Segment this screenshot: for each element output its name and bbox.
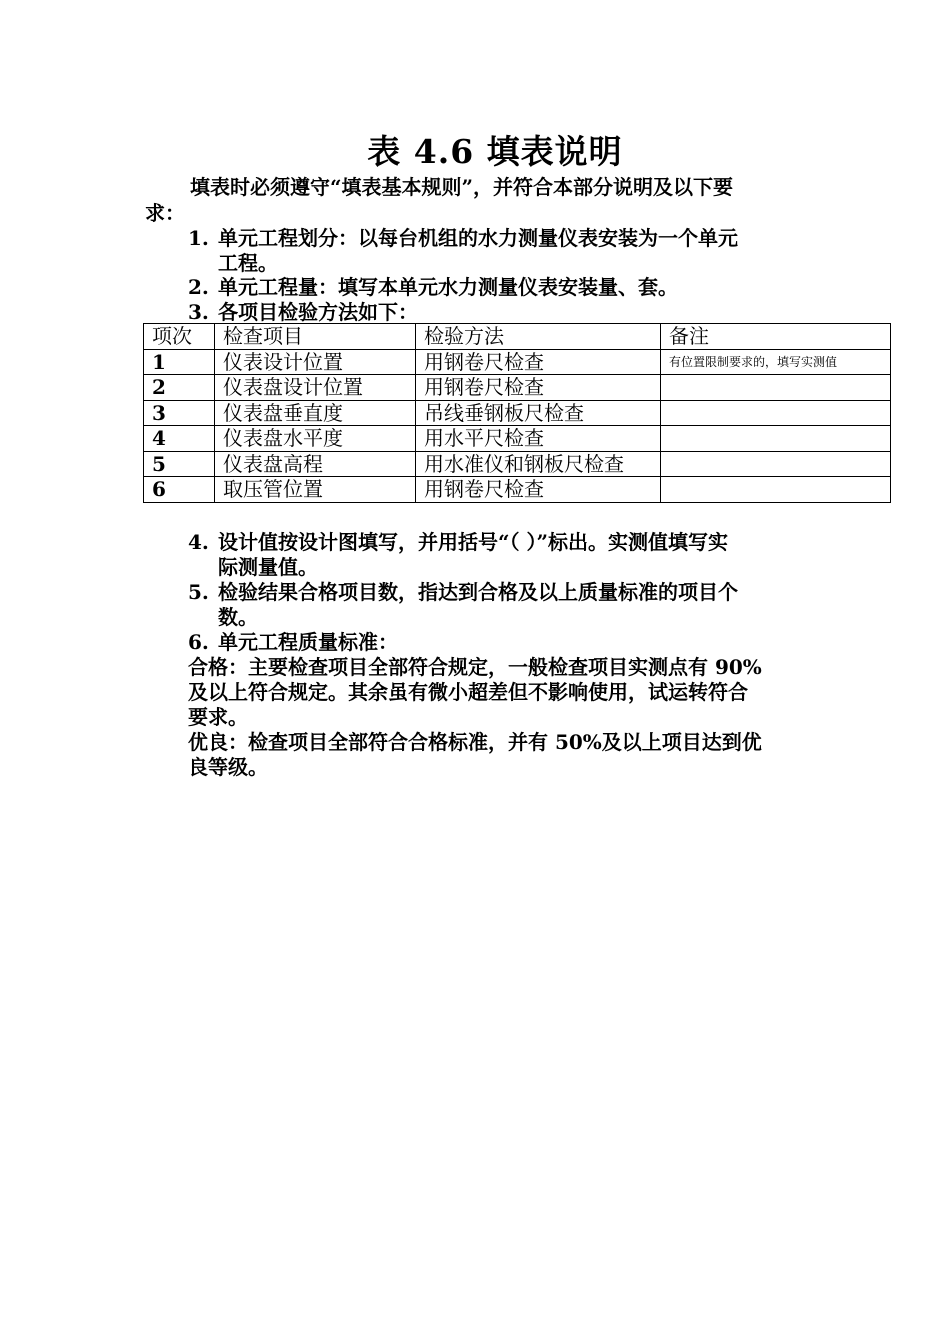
table-header-row (144, 324, 891, 350)
table-row (144, 477, 891, 503)
remark (661, 477, 891, 503)
item-text: 单元工程量：填写本单元水力测量仪表安装量、套。 (218, 275, 678, 299)
item-number: 6. (188, 630, 209, 654)
table-row (144, 349, 891, 375)
check-method: 用水平尺检查 (416, 426, 661, 452)
inspection-table (143, 323, 891, 503)
item-number: 3. (188, 300, 209, 324)
table-row (144, 451, 891, 477)
table-row (144, 375, 891, 401)
list-item (188, 529, 728, 555)
list-item (188, 225, 738, 251)
row-number: 5 (144, 451, 215, 477)
item-text: 单元工程质量标准： (218, 630, 398, 654)
header-cell: 备注 (661, 324, 891, 350)
row-number: 2 (144, 375, 215, 401)
row-number: 6 (144, 477, 215, 503)
item-number: 4. (188, 530, 209, 554)
list-item (188, 629, 398, 655)
item-text-continued: 际测量值。 (218, 555, 318, 579)
header-cell: 检验方法 (416, 324, 661, 350)
header-cell: 项次 (144, 324, 215, 350)
remark (661, 400, 891, 426)
check-item: 仪表盘设计位置 (215, 375, 416, 401)
check-item: 仪表盘垂直度 (215, 400, 416, 426)
check-item: 取压管位置 (215, 477, 416, 503)
intro-line: 填表时必须遵守“填表基本规则”，并符合本部分说明及以下要 (190, 175, 734, 199)
item-number: 5. (188, 580, 209, 604)
check-method: 用钢卷尺检查 (416, 375, 661, 401)
check-item: 仪表盘水平度 (215, 426, 416, 452)
item-number: 1. (188, 226, 209, 250)
intro-line: 求： (145, 201, 185, 225)
remark (661, 375, 891, 401)
item-text: 检验结果合格项目数，指达到合格及以上质量标准的项目个 (218, 580, 738, 604)
list-item (188, 299, 418, 325)
row-number: 3 (144, 400, 215, 426)
item-text: 单元工程划分：以每台机组的水力测量仪表安装为一个单元 (218, 226, 738, 250)
check-method: 用钢卷尺检查 (416, 477, 661, 503)
row-number: 1 (144, 349, 215, 375)
item-text: 各项目检验方法如下： (218, 300, 418, 324)
item-text-continued: 数。 (218, 605, 258, 629)
list-item (188, 579, 738, 605)
item-number: 2. (188, 275, 209, 299)
row-number: 4 (144, 426, 215, 452)
table-row (144, 400, 891, 426)
item-text: 设计值按设计图填写，并用括号“（ ）”标出。实测值填写实 (218, 530, 728, 554)
list-item (188, 274, 678, 300)
standard-good-text: 优良：检查项目全部符合合格标准，并有 50%及以上项目达到优 (188, 730, 762, 754)
check-method: 用水准仪和钢板尺检查 (416, 451, 661, 477)
header-cell: 检查项目 (215, 324, 416, 350)
check-item: 仪表设计位置 (215, 349, 416, 375)
check-method: 用钢卷尺检查 (416, 349, 661, 375)
standard-pass-text: 要求。 (188, 705, 248, 729)
remark (661, 426, 891, 452)
check-item: 仪表盘高程 (215, 451, 416, 477)
standard-good-text: 良等级。 (188, 755, 268, 779)
check-method: 吊线垂钢板尺检查 (416, 400, 661, 426)
table-row (144, 426, 891, 452)
standard-pass-text: 及以上符合规定。其余虽有微小超差但不影响使用，试运转符合 (188, 680, 748, 704)
page-title: 表 4.6 填表说明 (367, 132, 623, 171)
standard-pass-text: 合格：主要检查项目全部符合规定，一般检查项目实测点有 90% (188, 655, 762, 679)
remark (661, 451, 891, 477)
remark: 有位置限制要求的，填写实测值 (661, 349, 891, 375)
item-text-continued: 工程。 (218, 251, 278, 275)
